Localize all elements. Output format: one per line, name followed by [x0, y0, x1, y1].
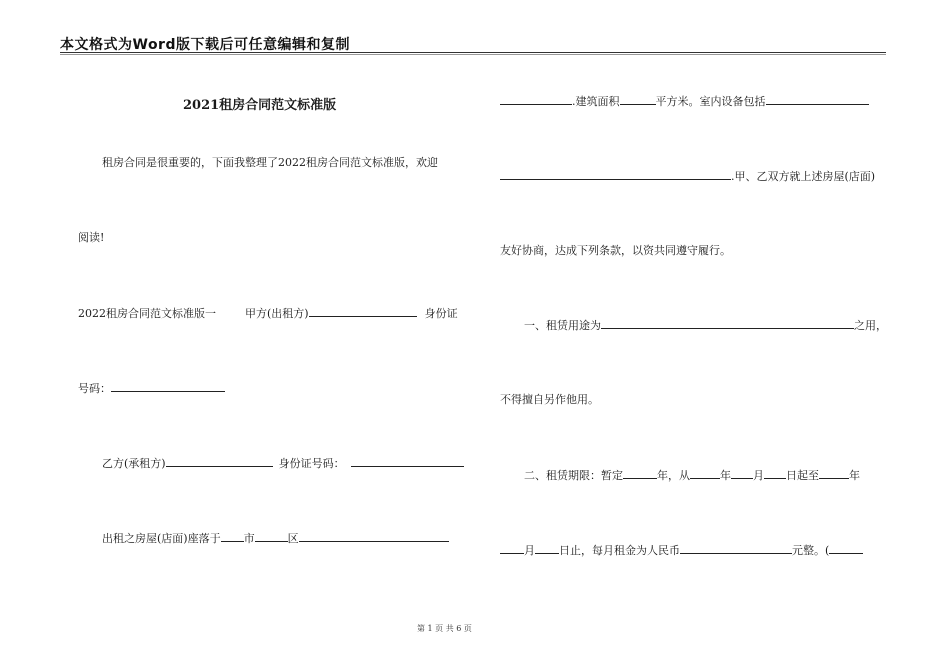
location-line [102, 531, 449, 546]
intro-line-1: 租房合同是很重要的，下面我整理了2022租房合同范文标准版，欢迎 [102, 156, 438, 169]
page-number: 第 1 页 共 6 页 [417, 624, 472, 633]
location-label: 出租之房屋(店面)座落于 [102, 532, 221, 545]
party-a-blank[interactable] [309, 306, 417, 317]
party-b-line [102, 456, 464, 471]
area-label: .建筑面积 [572, 95, 620, 108]
term-line [524, 468, 860, 483]
start-month-label: 月 [753, 469, 764, 482]
end-year-blank[interactable] [819, 468, 849, 479]
rent-note-blank[interactable] [829, 543, 863, 554]
term-years-blank[interactable] [623, 468, 657, 479]
term-label: 二、租赁期限：暂定 [524, 469, 623, 482]
id-label: 身份证 [424, 307, 458, 320]
id-number-label: 号码： [78, 382, 111, 395]
rent-blank[interactable] [680, 543, 792, 554]
purpose-suffix: 之用， [854, 319, 887, 332]
no-other-use-line: 不得擅自另作他用。 [500, 393, 599, 406]
equipment-cont-blank[interactable] [500, 169, 731, 180]
district-blank[interactable] [255, 531, 288, 542]
rent-line [500, 543, 863, 558]
term-year-label: 年，从 [657, 469, 690, 482]
negotiation-line: 友好协商，达成下列条款，以资共同遵守履行。 [500, 244, 731, 257]
parties-text: .甲、乙双方就上述房屋(店面) [731, 170, 876, 183]
address-cont-blank[interactable] [500, 94, 572, 105]
party-b-id-blank[interactable] [351, 456, 464, 467]
party-a-line [78, 306, 458, 321]
party-a-label: 甲方(出租方) [245, 307, 309, 320]
party-b-blank[interactable] [166, 456, 273, 467]
header-divider-thin [60, 54, 886, 55]
purpose-blank[interactable] [601, 318, 854, 329]
party-a-id-blank[interactable] [111, 381, 225, 392]
start-day-blank[interactable] [764, 468, 786, 479]
intro-line-2: 阅读! [78, 231, 105, 244]
rent-suffix: 元整。( [792, 544, 830, 557]
area-line [500, 94, 869, 109]
end-day-blank[interactable] [535, 543, 559, 554]
party-a-id-line [78, 381, 225, 396]
start-month-blank[interactable] [731, 468, 753, 479]
start-year-blank[interactable] [690, 468, 720, 479]
version-label: 2022租房合同范文标准版一 [78, 307, 216, 320]
start-year-label: 年 [720, 469, 731, 482]
equipment-blank[interactable] [766, 94, 869, 105]
area-blank[interactable] [620, 94, 656, 105]
purpose-label: 一、租赁用途为 [524, 319, 601, 332]
party-b-id-label: 身份证号码： [278, 457, 345, 470]
end-month-label: 月 [524, 544, 535, 557]
district-label: 区 [287, 532, 299, 545]
rent-label: 日止，每月租金为人民币 [559, 544, 680, 557]
parties-line [500, 169, 875, 184]
header-divider [60, 52, 886, 53]
header-text: 本文格式为Word版下载后可任意编辑和复制 [60, 37, 350, 53]
city-label: 市 [243, 532, 255, 545]
start-day-label: 日起至 [786, 469, 819, 482]
city-blank[interactable] [221, 531, 244, 542]
equipment-label: 平方米。室内设备包括 [655, 95, 766, 108]
end-year-label: 年 [849, 469, 860, 482]
party-b-label: 乙方(承租方) [102, 457, 166, 470]
purpose-line [524, 318, 887, 333]
address-blank[interactable] [299, 531, 449, 542]
document-title: 2021租房合同范文标准版 [183, 98, 337, 113]
end-month-blank[interactable] [500, 543, 524, 554]
